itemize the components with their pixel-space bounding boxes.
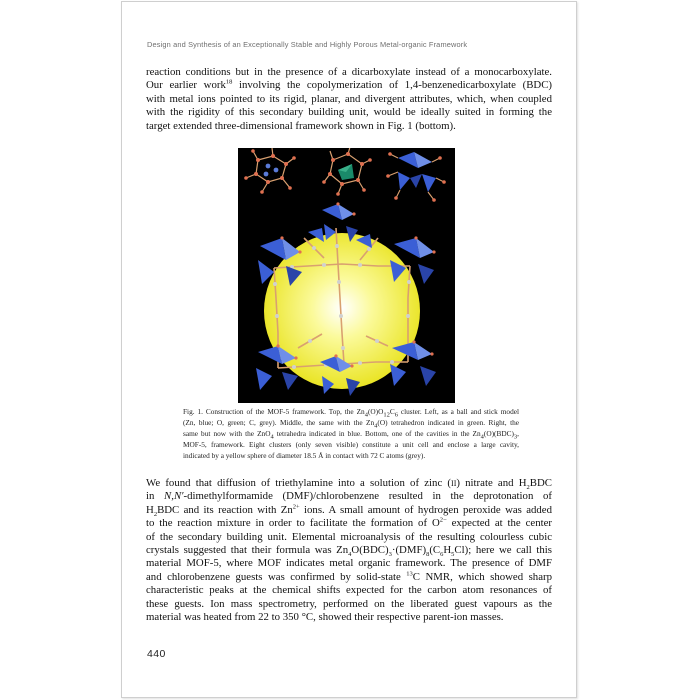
text-line: in N,N′-dimethylformamide (DMF)/chlorobenzene resulted in the deprotonation of (146, 490, 552, 503)
text-line: with the rigidity of this secondary building unit, would be ideally suited in forming the (146, 106, 552, 119)
figure-caption (183, 406, 519, 461)
caption-line: (Zn, blue; O, green; C, grey). Middle, the same with the $Zn_4(O)$ tetrahedron indicated in green. Right, the (183, 418, 519, 430)
citation-superscript: 18 (225, 78, 233, 86)
caption-line: Fig. 1. Construction of the MOF-5 framework. Top, the $Zn_4(O)O_{12}C_6$ cluster. Left, as a ball and stick model (183, 407, 519, 419)
text-line: and chlorobenzene guests was confirmed by solid-state $^{13}$C NMR, which showed sharp (146, 570, 552, 583)
text-line: material was heated from 22 to 350 °C, showed their respective parent-ion masses. (146, 611, 504, 624)
cluster-zno4-tetrahedra (386, 152, 446, 202)
text-line: of the secondary building unit. Elemental microanalysis of the resulting colourless cubic (146, 530, 552, 543)
mof5-illustration (238, 148, 455, 403)
page-number: 440 (147, 648, 166, 660)
running-head: Design and Synthesis of an Exceptionally Stable and Highly Porous Metal-organic Framework (147, 40, 468, 49)
caption-line: MOF-5, framework. Eight clusters (only seven visible) constitute a unit cell and enclose a large cavity, (183, 440, 519, 449)
mof5-figure (238, 148, 455, 403)
cluster-zn4o-tetrahedron (322, 148, 372, 196)
text-line: these guests. Ion mass spectrometry, performed on the liberated guest vapours as the (146, 597, 552, 610)
text-line: We found that diffusion of triethylamine into a solution of zinc (ii) nitrate and $H_2BDC$ (146, 477, 552, 492)
caption-line: indicated by a yellow sphere of diameter 18.5 Å in contact with 72 C atoms (grey). (183, 451, 426, 460)
text-line: material MOF-5, where MOF indicates metal organic framework. The presence of DMF (146, 557, 552, 570)
cluster-ball-stick (244, 148, 296, 194)
text-line: crystals suggested that their formula was $Zn_4O(BDC)_3\cdot(DMF)_8(C_6H_5Cl)$; here we call this (146, 544, 552, 559)
text-line: $H_2BDC$ and its reaction with $Zn^{2+}$ ions. A small amount of hydrogen peroxide was added (146, 503, 552, 518)
body-paragraph-1 (146, 66, 552, 133)
caption-line: same but now with the ZnO$_4$ tetrahedra indicated in blue. Bottom, one of the cavities in the $Zn_4(O)(BDC)_3$, (183, 429, 519, 441)
text-line: characteristic peaks at the chemical shifts expected for the carbon atom resonances of (146, 584, 552, 597)
text-line: to the reaction mixture in order to facilitate the formation of $O^{2-}$ expected at the center (146, 516, 552, 530)
text-line: target extended three-dimensional framework shown in Fig. 1 (bottom). (146, 119, 456, 132)
text-line: with metal ions pointed to its rigid, planar, and divergent attributes, which, when coupled (146, 92, 552, 105)
body-paragraph-2 (146, 477, 552, 624)
text-line: Our earlier work$^{18}$ involving the copolymerization of 1,4-benzenedicarboxylate (BDC) (146, 78, 552, 92)
text-line: reaction conditions but in the presence of a dicarboxylate instead of a monocarboxylate. (146, 66, 552, 78)
